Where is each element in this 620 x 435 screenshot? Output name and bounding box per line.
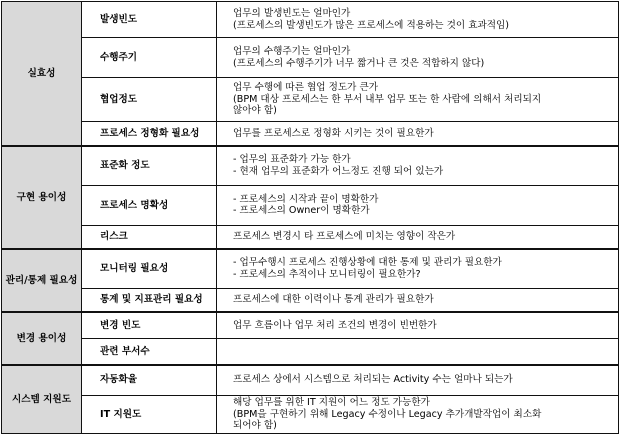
criterion-description	[217, 2, 619, 38]
criterion-description	[217, 185, 619, 225]
description-line: - 프로세스의 추적이나 모니터링이 필요한가?	[233, 268, 421, 280]
criterion-label: 프로세스 정형화 필요성	[82, 122, 217, 146]
criterion-label: 통계 및 지표관리 필요성	[82, 288, 217, 312]
criterion-label: IT 지원도	[82, 395, 217, 433]
description-line: (BPM을 구현하기 위해 Legacy 수정이나 Legacy 추가개발작업이 최소화	[233, 408, 542, 420]
table-row	[2, 312, 619, 338]
criterion-label: 모니터링 필요성	[82, 249, 217, 288]
criterion-description	[217, 249, 619, 288]
table-row	[2, 77, 619, 121]
criterion-label: 리스크	[82, 226, 217, 249]
criterion-label: 수행주기	[82, 38, 217, 77]
description-line: (프로세스의 발생빈도가 많은 프로세스에 적용하는 것이 효과적임)	[233, 19, 510, 31]
category-cell: 실효성	[2, 2, 82, 146]
criterion-label: 관련 부서수	[82, 339, 217, 365]
table-row	[2, 226, 619, 249]
category-cell: 변경 용이성	[2, 312, 82, 364]
category-cell: 시스템 지원도	[2, 365, 82, 434]
description-line: 프로세스 상에서 시스템으로 처리되는 Activity 수는 얼마나 되는가	[233, 374, 513, 386]
criterion-label: 자동화율	[82, 365, 217, 395]
criterion-description	[217, 38, 619, 77]
description-line: - 업무수행시 프로세스 진행상황에 대한 통제 및 관리가 필요한가	[233, 257, 502, 269]
description-line: (BPM 대상 프로세스는 한 부서 내부 업무 또는 한 사람에 의해서 처리되지	[233, 93, 542, 105]
criterion-description	[217, 312, 619, 338]
description-line: 해당 업무를 위한 IT 지원이 어느 정도 가능한가	[233, 397, 430, 409]
description-line: - 프로세스의 Owner이 명확한가	[233, 205, 370, 217]
table-row	[2, 38, 619, 77]
criterion-description	[217, 288, 619, 312]
bpm-criteria-table	[1, 1, 619, 434]
criterion-label: 발생빈도	[82, 2, 217, 38]
table-row	[2, 185, 619, 225]
table-row	[2, 339, 619, 365]
criterion-label: 표준화 정도	[82, 146, 217, 185]
criterion-description	[217, 365, 619, 395]
description-line: 프로세스에 대한 이력이나 통계 관리가 필요한가	[233, 294, 434, 306]
table-row	[2, 395, 619, 433]
description-line: - 프로세스의 시작과 끝이 명확한가	[233, 193, 379, 205]
criterion-description	[217, 77, 619, 121]
criterion-description	[217, 122, 619, 146]
description-line: - 현재 업무의 표준화가 어느정도 진행 되어 있는가	[233, 165, 444, 177]
description-line: (프로세스의 수행주기가 너무 짧거나 큰 것은 적합하지 않다)	[233, 57, 485, 69]
criterion-description	[217, 395, 619, 433]
criterion-label: 변경 빈도	[82, 312, 217, 338]
description-line: 프로세스 변경시 타 프로세스에 미치는 영향이 작은가	[233, 231, 456, 243]
criterion-description	[217, 146, 619, 185]
table-row	[2, 122, 619, 146]
description-line: 업무를 프로세스로 정형화 시키는 것이 필요한가	[233, 127, 434, 139]
criterion-label: 프로세스 명확성	[82, 185, 217, 225]
criterion-description	[217, 226, 619, 249]
criterion-label: 협업정도	[82, 77, 217, 121]
criterion-description-empty	[217, 339, 619, 365]
category-cell: 구현 용이성	[2, 146, 82, 249]
description-line: 되어야 함)	[233, 420, 277, 432]
description-line: 업무의 수행주기는 얼마인가	[233, 46, 351, 57]
category-cell: 관리/통제 필요성	[2, 249, 82, 313]
description-line: - 업무의 표준화가 가능 한가	[233, 154, 351, 166]
description-line: 업무의 발생빈도는 얼마인가	[233, 8, 351, 20]
description-line: 업무 흐름이나 업무 처리 조건의 변경이 빈번한가	[233, 319, 437, 331]
table-row	[2, 365, 619, 395]
table-row	[2, 2, 619, 38]
description-line: 업무 수행에 따른 협업 정도가 큰가	[233, 82, 378, 94]
table-row	[2, 249, 619, 288]
table-row	[2, 146, 619, 185]
table-row	[2, 288, 619, 312]
description-line: 않아야 함)	[233, 105, 277, 117]
